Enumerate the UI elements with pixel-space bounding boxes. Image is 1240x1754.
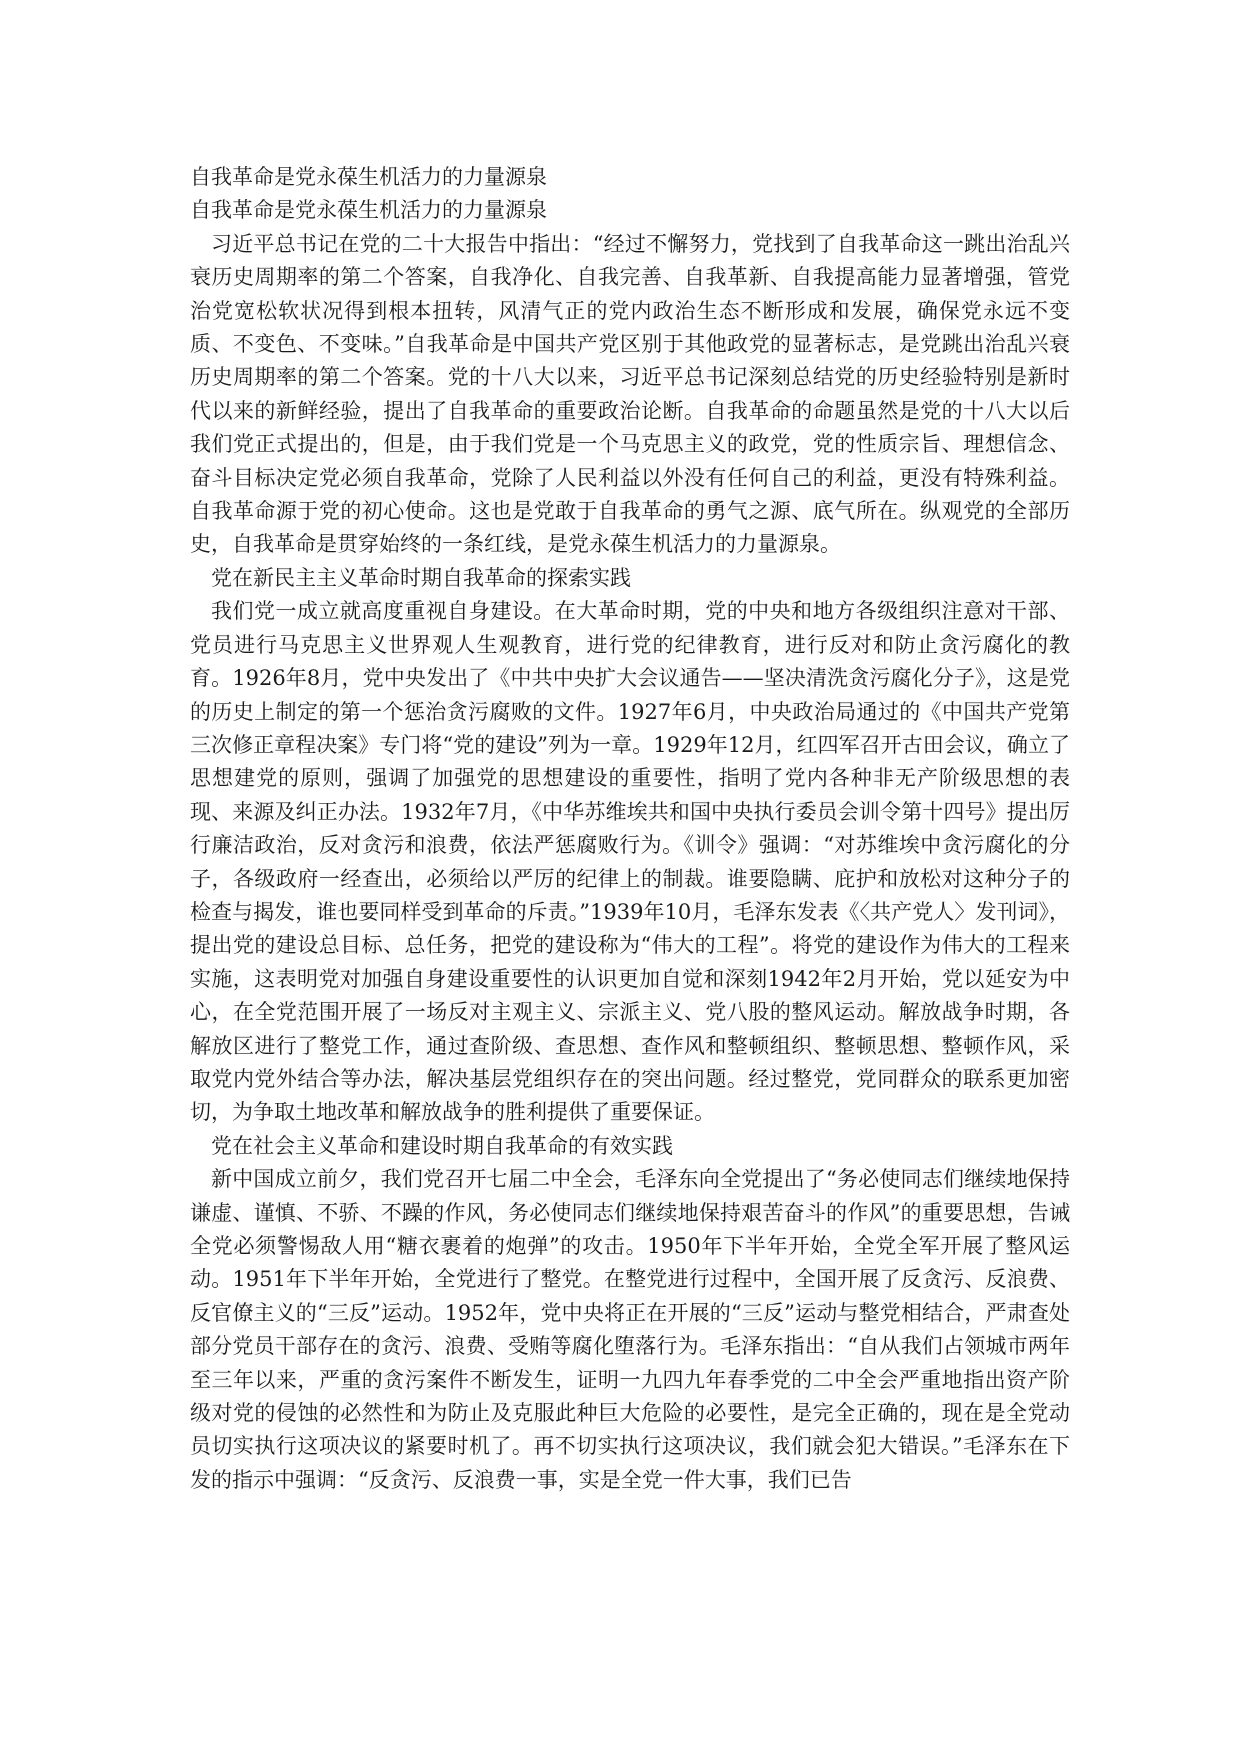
- document-body: [190, 161, 1070, 1497]
- section-heading-socialist: 党在社会主义革命和建设时期自我革命的有效实践: [211, 1133, 673, 1158]
- paragraph-new-democratic: 我们党一成立就高度重视自身建设。在大革命时期，党的中央和地方各级组织注意对干部、党员进行马克思主义世界观人生观教育，进行党的纪律教育，进行反对和防止贪污腐化的教育。1926年8月，党中央发出了《中共中央扩大会议通告——坚决清洗贪污腐化分子》，这是党的历史上制定的第一个惩治贪污腐败的文件。1927年6月，中央政治局通过的《中国共产党第三次修正章程决案》专门将“党的建设”列为一章。1929年12月，红四军召开古田会议，确立了思想建党的原则，强调了加强党的思想建设的重要性，指明了党内各种非无产阶级思想的表现、来源及纠正办法。1932年7月，《中华苏维埃共和国中央执行委员会训令第十四号》提出厉行廉洁政治，反对贪污和浪费，依法严惩腐败行为。《训令》强调：“对苏维埃中贪污腐化的分子，各级政府一经查出，必须给以严厉的纪律上的制裁。谁要隐瞒、庇护和放松对这种分子的检查与揭发，谁也要同样受到革命的斥责。”1939年10月，毛泽东发表《〈共产党人〉发刊词》，提出党的建设总目标、总任务，把党的建设称为“伟大的工程”。将党的建设作为伟大的工程来实施，这表明党对加强自身建设重要性的认识更加自觉和深刻1942年2月开始，党以延安为中心，在全党范围开展了一场反对主观主义、宗派主义、党八股的整风运动。解放战争时期，各解放区进行了整党工作，通过查阶级、查思想、查作风和整顿组织、整顿思想、整顿作风，采取党内党外结合等办法，解决基层党组织存在的突出问题。经过整党，党同群众的联系更加密切，为争取土地改革和解放战争的胜利提供了重要保证。: [190, 599, 1070, 1125]
- document-title: 自我革命是党永葆生机活力的力量源泉: [190, 165, 547, 189]
- section-heading-new-democratic: 党在新民主主义革命时期自我革命的探索实践: [211, 565, 631, 590]
- paragraph-intro: 习近平总书记在党的二十大报告中指出：“经过不懈努力，党找到了自我革命这一跳出治乱兴衰历史周期率的第二个答案，自我净化、自我完善、自我革新、自我提高能力显著增强，管党治党宽松软状况得到根本扭转，风清气正的党内政治生态不断形成和发展，确保党永远不变质、不变色、不变味。”自我革命是中国共产党区别于其他政党的显著标志，是党跳出治乱兴衰历史周期率的第二个答案。党的十八大以来，习近平总书记深刻总结党的历史经验特别是新时代以来的新鲜经验，提出了自我革命的重要政治论断。自我革命的命题虽然是党的十八大以后我们党正式提出的，但是，由于我们党是一个马克思主义的政党，党的性质宗旨、理想信念、奋斗目标决定党必须自我革命，党除了人民利益以外没有任何自己的利益，更没有特殊利益。自我革命源于党的初心使命。这也是党敢于自我革命的勇气之源、底气所在。纵观党的全部历史，自我革命是贯穿始终的一条红线，是党永葆生机活力的力量源泉。: [190, 231, 1070, 557]
- document-subtitle: 自我革命是党永葆生机活力的力量源泉: [190, 198, 547, 223]
- paragraph-socialist: 新中国成立前夕，我们党召开七届二中全会，毛泽东向全党提出了“务必使同志们继续地保持谦虚、谨慎、不骄、不躁的作风，务必使同志们继续地保持艰苦奋斗的作风”的重要思想，告诫全党必须警惕敌人用“糖衣裹着的炮弹”的攻击。1950年下半年开始，全党全军开展了整风运动。1951年下半年开始，全党进行了整党。在整党进行过程中，全国开展了反贪污、反浪费、反官僚主义的“三反”运动。1952年，党中央将正在开展的“三反”运动与整党相结合，严肃查处部分党员干部存在的贪污、浪费、受贿等腐化堕落行为。毛泽东指出：“自从我们占领城市两年至三年以来，严重的贪污案件不断发生，证明一九四九年春季党的二中全会严重地指出资产阶级对党的侵蚀的必然性和为防止及克服此种巨大危险的必要性，是完全正确的，现在是全党动员切实执行这项决议的紧要时机了。再不切实执行这项决议，我们就会犯大错误。”毛泽东在下发的指示中强调：“反贪污、反浪费一事，实是全党一件大事，我们已告: [190, 1167, 1070, 1492]
